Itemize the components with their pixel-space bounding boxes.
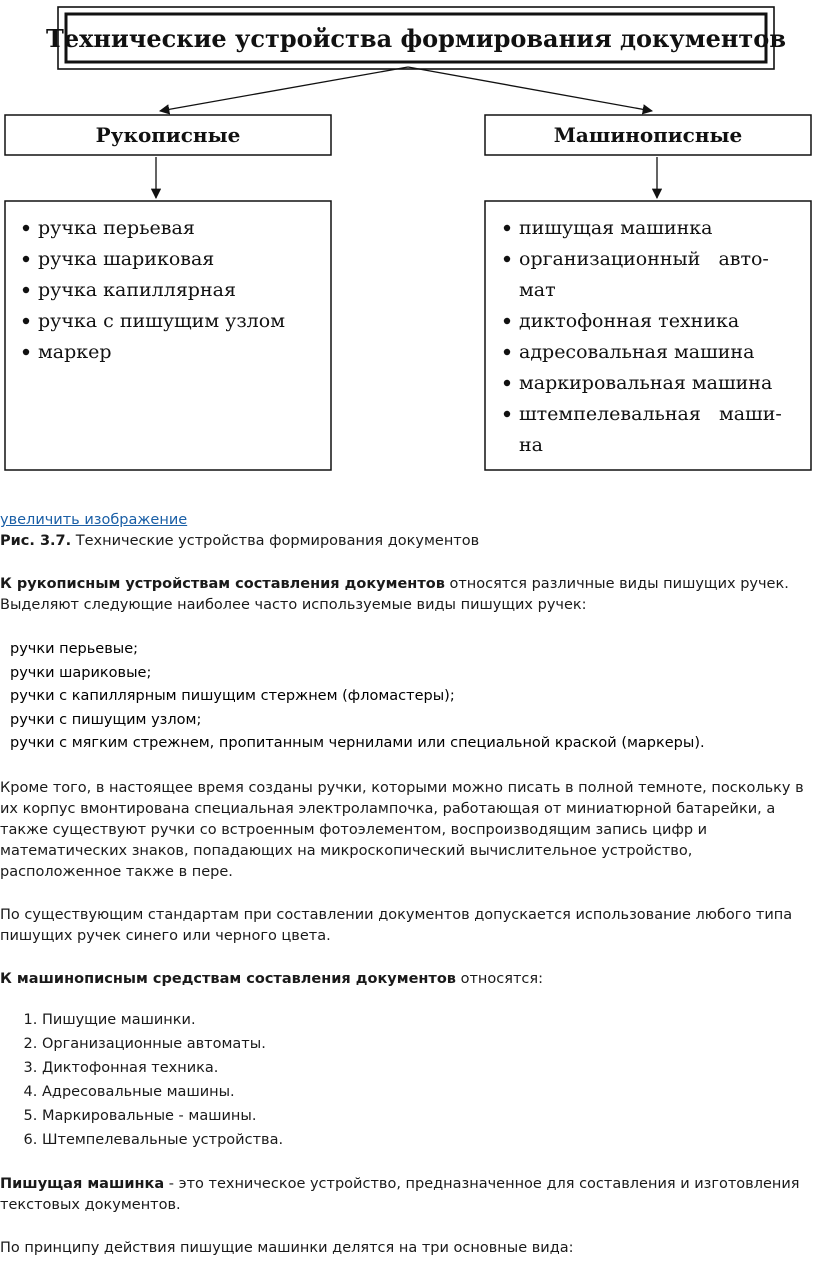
bullet-icon	[504, 318, 510, 324]
handwritten-item: ручка перьевая	[38, 217, 195, 239]
pen-types-list	[0, 638, 812, 756]
bullet-icon	[504, 349, 510, 355]
handwritten-header-box	[5, 115, 331, 155]
figure-caption-label: Рис. 3.7.	[0, 533, 72, 549]
typewritten-header-box	[485, 115, 811, 155]
list-item: 5. Маркировальные - машины.	[42, 1104, 812, 1128]
typewritten-item: мат	[519, 279, 556, 301]
arrow-to-handwritten	[160, 67, 408, 111]
list-item: ручки перьевые;	[10, 641, 139, 657]
typewritten-header: Машинописные	[553, 123, 743, 147]
typewritten-item: диктофонная техника	[519, 310, 740, 332]
paragraph-handwritten-devices	[0, 574, 812, 616]
paragraph-typewriter-kinds: По принципу действия пишущие машинки делятся на три основные вида:	[0, 1239, 574, 1256]
typewritten-item: адресовальная машина	[519, 341, 755, 363]
typewritten-item: штемпелевальная маши-	[519, 403, 782, 425]
bullet-icon	[23, 256, 29, 262]
diagram-title-box	[46, 7, 786, 69]
list-item: 1. Пишущие машинки.	[42, 1008, 812, 1032]
typewritten-list-box	[485, 201, 811, 470]
article-body	[0, 510, 812, 1259]
paragraph-typewritten-devices	[0, 969, 812, 990]
machine-types-list	[0, 1008, 812, 1152]
list-item: ручки с пишущим узлом;	[10, 711, 202, 728]
bullet-icon	[23, 225, 29, 231]
list-item: 2. Организационные автоматы.	[42, 1032, 812, 1056]
paragraph-standards: По существующим стандартам при составлении документов допускается использование любого типа пишущих ручек синего или черного цвета.	[0, 906, 793, 944]
paragraph-typewritten-bold: К машинописным средствам составления документов	[0, 970, 456, 987]
list-item: 6. Штемпелевальные устройства.	[42, 1128, 812, 1152]
bullet-icon	[23, 287, 29, 293]
list-item: 3. Диктофонная техника.	[42, 1056, 812, 1080]
typewritten-items	[504, 217, 782, 456]
bullet-icon	[504, 256, 510, 262]
handwritten-item: ручка капиллярная	[38, 279, 236, 301]
bullet-icon	[23, 318, 29, 324]
figure-caption	[0, 531, 812, 552]
handwritten-items	[23, 217, 285, 363]
paragraph-special-pens: Кроме того, в настоящее время созданы ручки, которыми можно писать в полной темноте, поскольку в их корпус вмонтирована специальная электролампочка, работающая от миниатюрной батарейки, а также существуют ручки со встроенным фотоэлементом, воспроизводящим запись цифр и математических знаков, попадающих на микроскопический вычислительное устройство, расположенное также в пере.	[0, 779, 804, 880]
typewritten-item: на	[519, 434, 543, 456]
list-item: ручки шариковые;	[10, 664, 152, 681]
figure-caption-text: Технические устройства формирования документов	[71, 533, 480, 549]
bullet-icon	[504, 380, 510, 386]
bullet-icon	[504, 225, 510, 231]
paragraph-handwritten-text: относятся различные виды пишущих ручек. Выделяют следующие наиболее часто используемые виды пишущих ручек:	[0, 576, 789, 613]
list-item: ручки с капиллярным пишущим стержнем (фломастеры);	[10, 688, 455, 704]
paragraph-typewriter-bold: Пишущая машинка	[0, 1175, 165, 1192]
bullet-icon	[504, 411, 510, 417]
document-devices-diagram	[0, 0, 816, 480]
handwritten-item: ручка шариковая	[38, 248, 215, 270]
bullet-icon	[23, 349, 29, 355]
list-item: ручки с мягким стрежнем, пропитанным чернилами или специальной краской (маркеры).	[10, 735, 705, 751]
list-item: 4. Адресовальные машины.	[42, 1080, 812, 1104]
typewritten-item: организационный авто-	[519, 248, 769, 270]
handwritten-header: Рукописные	[95, 123, 241, 147]
diagram-title: Технические устройства формирования документов	[45, 24, 787, 53]
typewritten-item: маркировальная машина	[519, 372, 773, 394]
paragraph-handwritten-bold: К рукописным устройствам составления документов	[0, 576, 445, 592]
enlarge-image-link[interactable]: увеличить изображение	[0, 512, 188, 528]
paragraph-typewriter-text: - это техническое устройство, предназначенное для составления и изготовления текстовых документов.	[0, 1175, 800, 1213]
typewritten-item: пишущая машинка	[519, 217, 713, 239]
arrow-to-typewritten	[408, 67, 652, 111]
handwritten-item: ручка с пишущим узлом	[38, 310, 285, 332]
paragraph-typewriter-definition	[0, 1174, 812, 1216]
paragraph-typewritten-text: относятся:	[455, 970, 543, 987]
handwritten-list-box	[5, 201, 331, 470]
handwritten-item: маркер	[38, 341, 112, 363]
